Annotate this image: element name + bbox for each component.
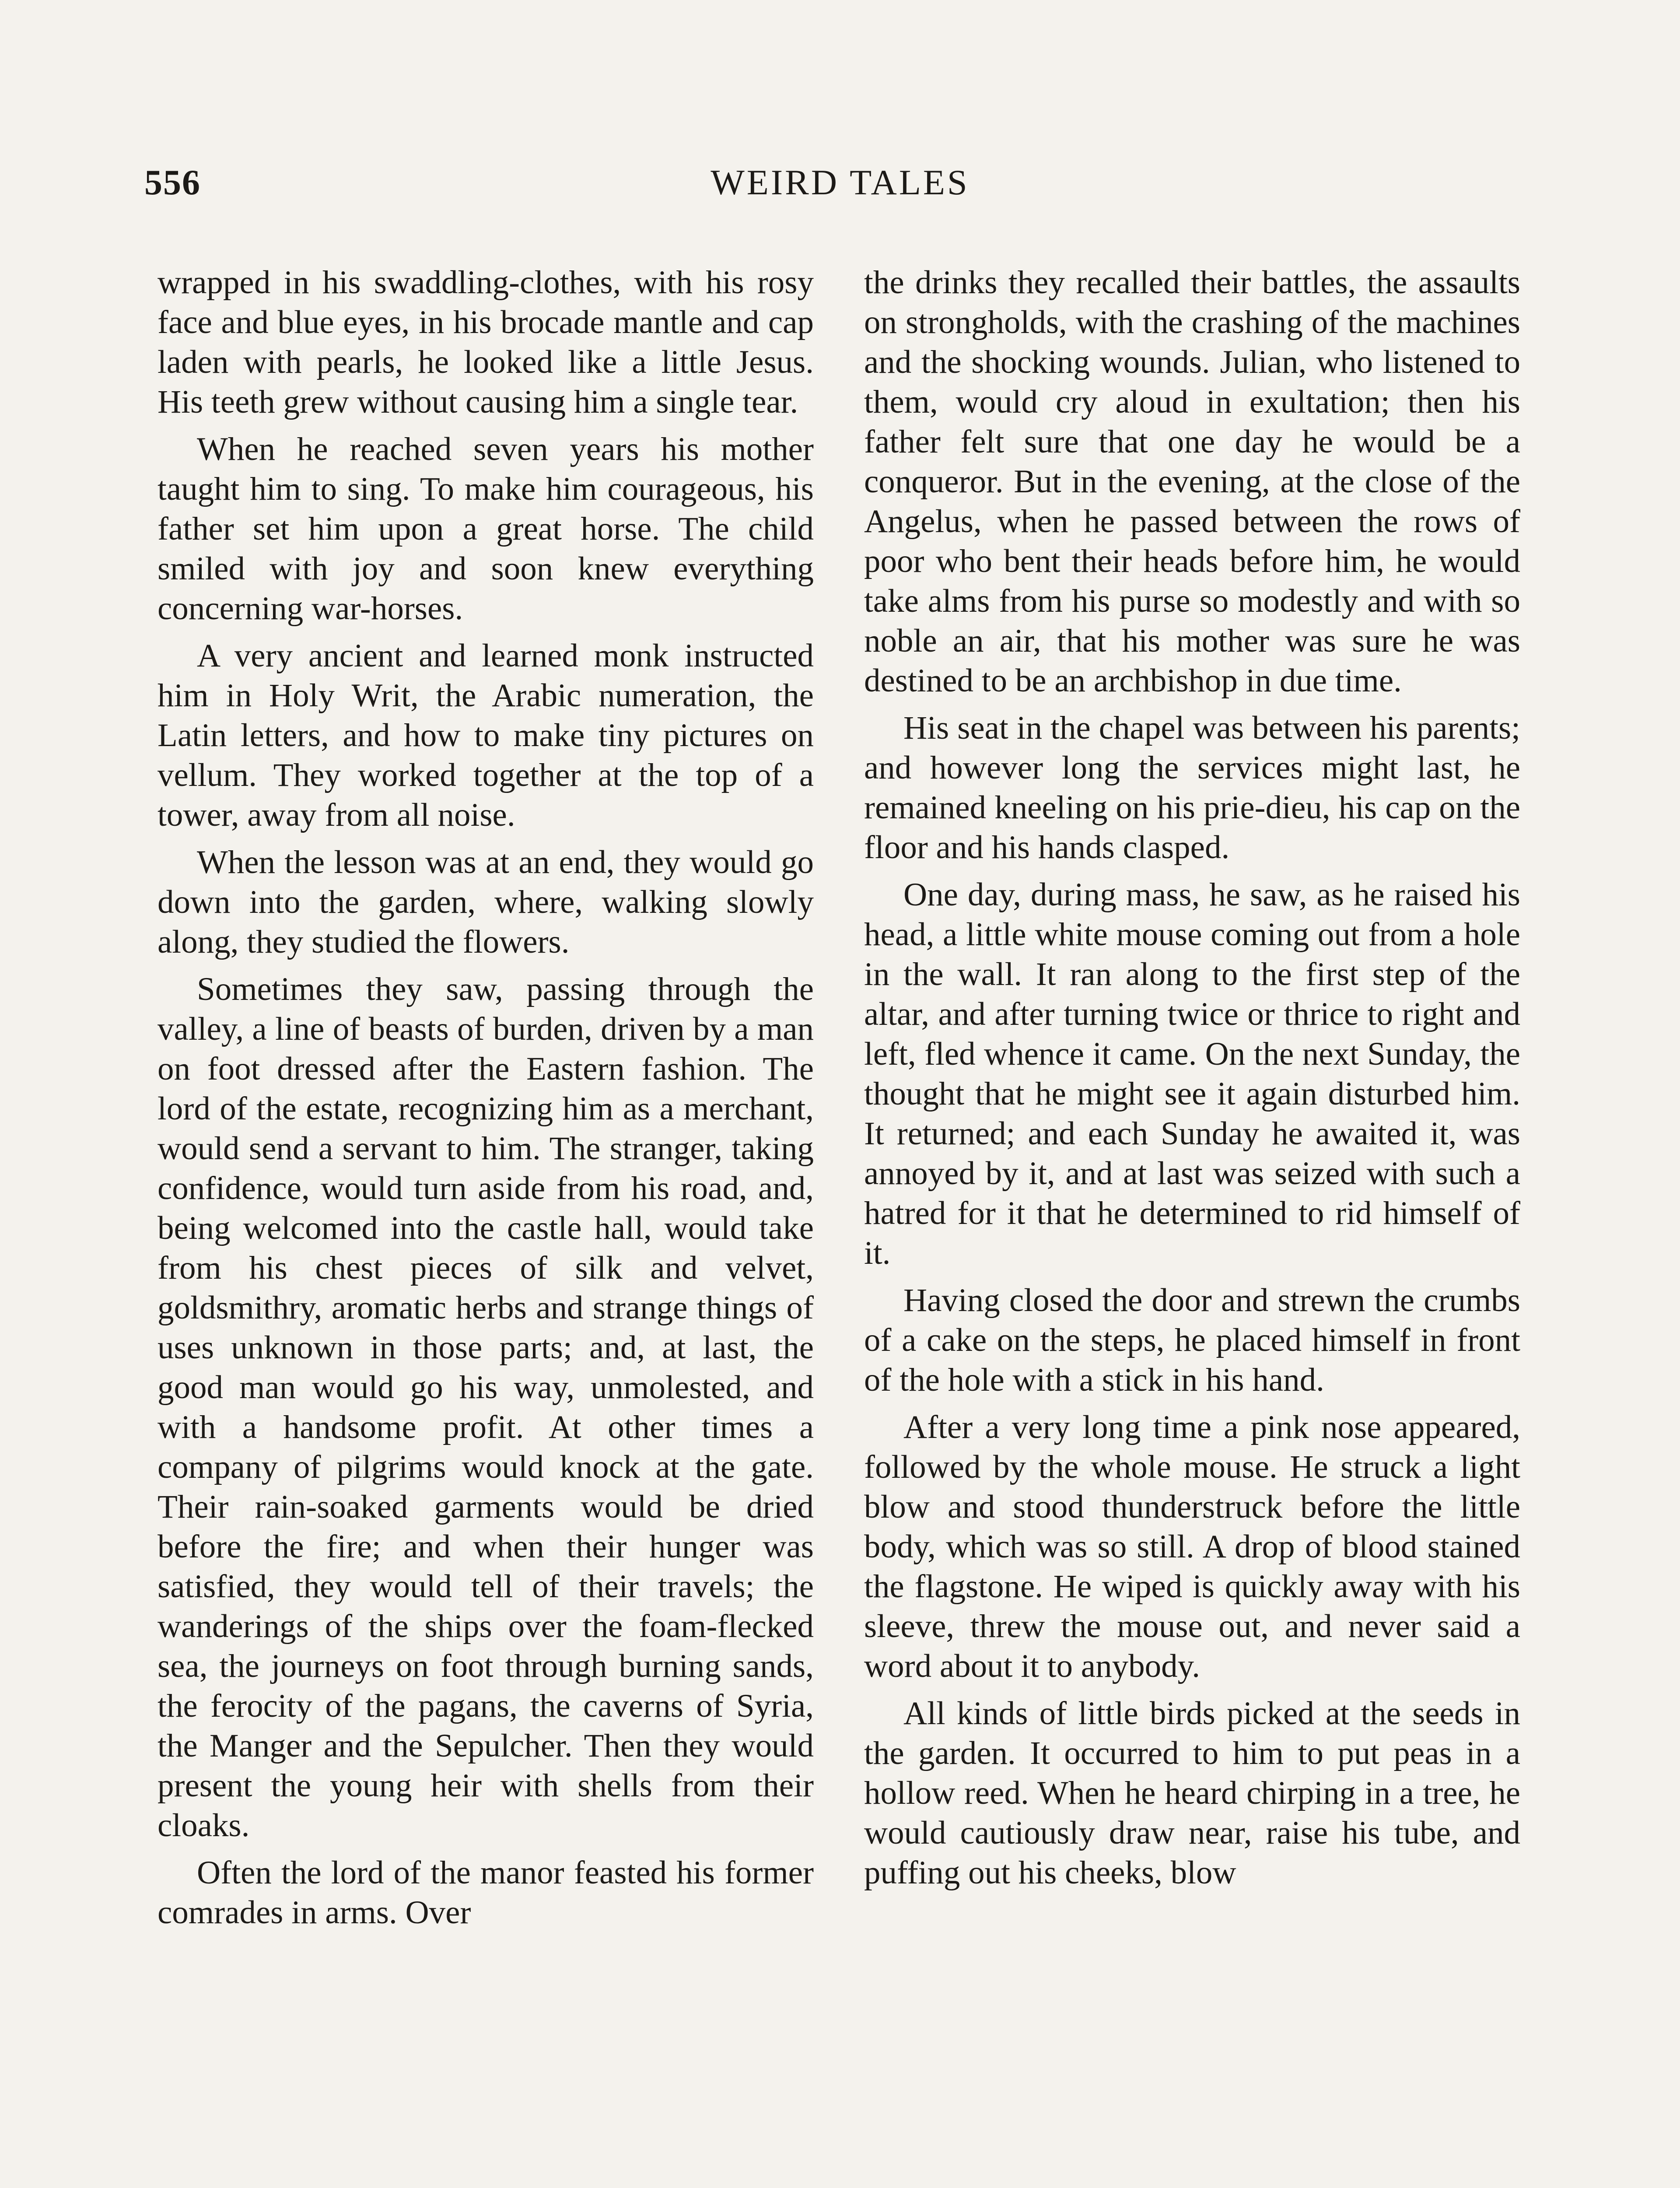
paragraph: After a very long time a pink nose appeared, followed by the whole mouse. He struck a light blow and stood thunderstruck before the little body, which was so still. A drop of blood stained the flagstone. He wiped is quickly away with his sleeve, threw the mouse out, and never said a word about it to anybody. — [864, 1409, 1520, 1684]
page-header — [144, 162, 1536, 219]
page-number: 556 — [144, 162, 201, 202]
left-column — [158, 263, 814, 1940]
paragraph: One day, during mass, he saw, as he raised his head, a little white mouse coming out from a hole in the wall. It ran along to the first step of the altar, and after turning twice or thrice to right and left, fled whence it came. On the next Sunday, the thought that he might see it again disturbed him. It returned; and each Sunday he awaited it, was annoyed by it, and at last was seized with such a hatred for it that he determined to rid himself of it. — [864, 877, 1520, 1271]
paragraph: Often the lord of the manor feasted his former comrades in arms. Over — [158, 1855, 814, 1931]
paragraph: When the lesson was at an end, they would go down into the garden, where, walking slowly along, they studied the flowers. — [158, 844, 814, 960]
paragraph: When he reached seven years his mother taught him to sing. To make him courageous, his father set him upon a great horse. The child smiled with joy and soon knew everything concerning war-horses. — [158, 431, 814, 627]
running-title: WEIRD TALES — [710, 162, 970, 202]
paragraph: wrapped in his swaddling-clothes, with his rosy face and blue eyes, in his brocade mantle and cap laden with pearls, he looked like a little Jesus. His teeth grew without causing him a single tear. — [158, 264, 814, 420]
right-column — [864, 263, 1520, 1900]
paragraph: Having closed the door and strewn the crumbs of a cake on the steps, he placed himself in front of the hole with a stick in his hand. — [864, 1282, 1520, 1398]
paragraph: Sometimes they saw, passing through the valley, a line of beasts of burden, driven by a man on foot dressed after the Eastern fashion. The lord of the estate, recognizing him as a merchant, would send a servant to him. The stranger, taking confidence, would turn aside from his road, and, being welcomed into the castle hall, would take from his chest pieces of silk and velvet, goldsmithry, aromatic herbs and strange things of uses unknown in those parts; and, at last, the good man would go his way, unmolested, and with a handsome profit. At other times a company of pilgrims would knock at the gate. Their rain-soaked garments would be dried before the fire; and when their hunger was satisfied, they would tell of their travels; the wanderings of the ships over the foam-flecked sea, the journeys on foot through burning sands, the ferocity of the pagans, the caverns of Syria, the Manger and the Sepulcher. Then they would present the young heir with shells from their cloaks. — [158, 971, 814, 1844]
paragraph: A very ancient and learned monk instructed him in Holy Writ, the Arabic numeration, the Latin letters, and how to make tiny pictures on vellum. They worked together at the top of a tower, away from all noise. — [158, 638, 814, 833]
paragraph: His seat in the chapel was between his parents; and however long the services might last, he remained kneeling on his prie-dieu, his cap on the floor and his hands clasped. — [864, 710, 1520, 866]
paragraph: All kinds of little birds picked at the seeds in the garden. It occurred to him to put peas in a hollow reed. When he heard chirping in a tree, he would cautiously draw near, raise his tube, and puffing out his cheeks, blow — [864, 1695, 1520, 1891]
paragraph: the drinks they recalled their battles, the assaults on strongholds, with the crashing of the machines and the shocking wounds. Julian, who listened to them, would cry aloud in exultation; then his father felt sure that one day he would be a conqueror. But in the evening, at the close of the Angelus, when he passed between the rows of poor who bent their heads before him, he would take alms from his purse so modestly and with so noble an air, that his mother was sure he was destined to be an archbishop in due time. — [864, 264, 1520, 699]
